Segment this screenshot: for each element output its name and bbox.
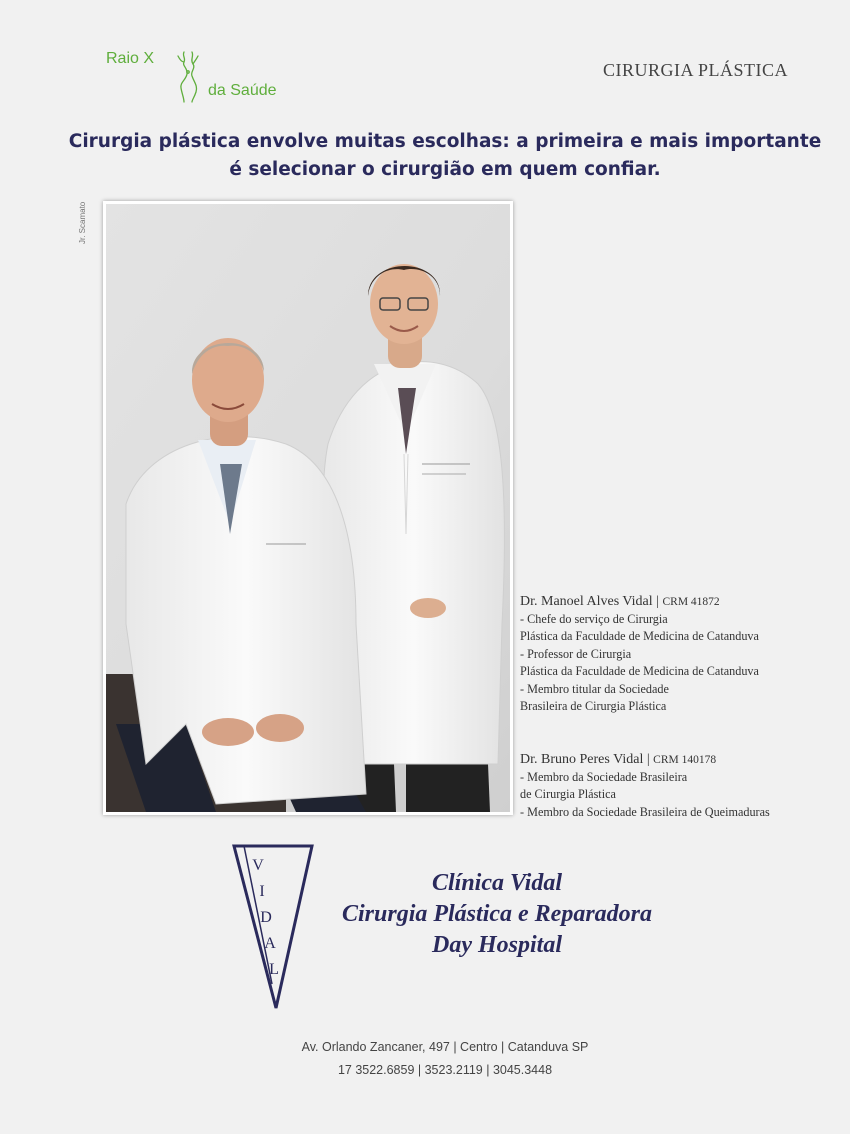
logo-letter: A	[264, 935, 276, 952]
doctor-2-crm: CRM 140178	[653, 754, 717, 766]
section-label: CIRURGIA PLÁSTICA	[602, 60, 788, 80]
doctor-2-name: Dr. Bruno Peres Vidal	[520, 752, 644, 767]
doctor-1-crm: CRM 41872	[662, 596, 720, 608]
phone-line: 17 3522.6859 | 3523.2119 | 3045.3448	[337, 1063, 553, 1077]
doctor-2-line: de Cirurgia Plástica	[520, 787, 616, 802]
clinic-v-logo	[232, 844, 314, 1010]
doctor-1-line: Plástica da Faculdade de Medicina de Catanduva	[520, 629, 759, 644]
clinic-line-2: Cirurgia Plástica e Reparadora	[341, 901, 653, 927]
doctor-1-line: Plástica da Faculdade de Medicina de Catanduva	[520, 664, 759, 679]
doctors-illustration	[106, 204, 510, 812]
raio-x-logo	[104, 46, 304, 108]
doctor-1-line: - Chefe do serviço de Cirurgia	[520, 612, 668, 626]
doctor-2-line: - Membro da Sociedade Brasileira	[520, 770, 688, 784]
logo-letter: L	[269, 961, 279, 978]
logo-letter: V	[252, 857, 264, 874]
address-block	[0, 1036, 850, 1082]
clinic-name-block	[330, 868, 664, 961]
logo-letter: I	[259, 883, 265, 900]
body-silhouette-icon	[172, 48, 206, 104]
clinic-line-3: Day Hospital	[432, 932, 562, 958]
address-line: Av. Orlando Zancaner, 497 | Centro | Catanduva SP	[301, 1040, 589, 1054]
doctor-bio-1	[520, 592, 759, 715]
doctor-bio-2	[520, 750, 770, 821]
doctors-photo	[103, 201, 513, 815]
doctor-1-name: Dr. Manoel Alves Vidal	[520, 594, 653, 609]
doctor-2-heading: Dr. Bruno Peres Vidal | CRM 140178	[520, 752, 717, 767]
clinic-line-1: Clínica Vidal	[431, 870, 563, 896]
vidal-v-emblem	[232, 844, 314, 1010]
doctor-1-line: - Membro titular da Sociedade	[520, 681, 669, 696]
headline	[60, 128, 830, 184]
logo-letter: D	[260, 909, 272, 926]
doctor-1-heading: Dr. Manoel Alves Vidal | CRM 41872	[520, 594, 720, 609]
headline-line-2: é selecionar o cirurgião em quem confiar.	[229, 159, 661, 180]
logo-line-2: da Saúde	[208, 82, 277, 99]
doctor-2-line: - Membro da Sociedade Brasileira de Queimaduras	[520, 804, 770, 819]
headline-line-1: Cirurgia plástica envolve muitas escolhas: a primeira e mais importante	[68, 131, 822, 152]
doctor-1-line: - Professor de Cirurgia	[520, 646, 632, 661]
logo-line-1: Raio X	[106, 50, 155, 67]
doctor-1-line: Brasileira de Cirurgia Plástica	[520, 699, 667, 714]
photo-credit-text: Jr. Scamato	[78, 201, 87, 244]
